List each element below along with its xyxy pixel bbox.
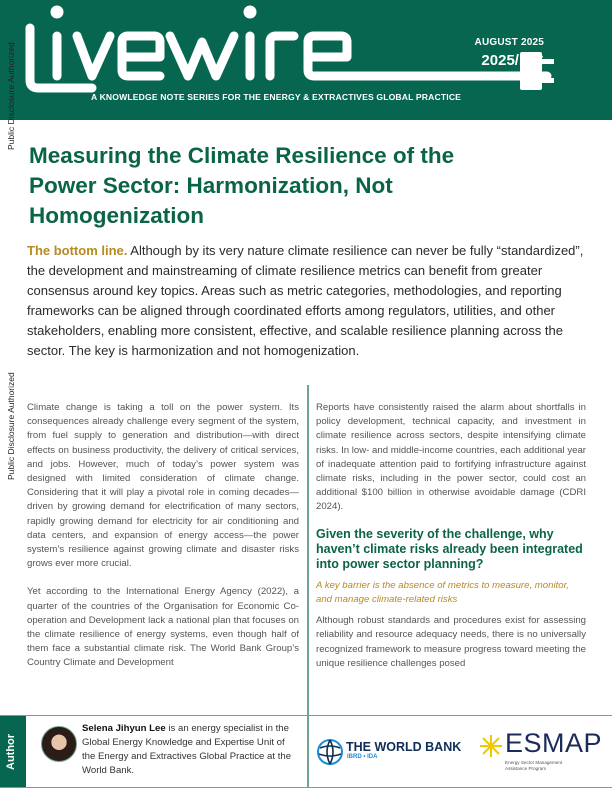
world-bank-logo-subtext: IBRD • IDA — [347, 754, 378, 760]
masthead — [0, 0, 612, 120]
body-paragraph: Yet according to the International Energy Agency (2022), a quarter of the countries of the Organisation for Economic Co-operation and Development lack a national plan that focuses on the climate resilience of energy systems, even though half of them face a substantial climate risk. The World Bank Group’s Country Climate and Development — [27, 586, 299, 669]
author-bio — [82, 722, 297, 778]
bottom-line-text: Although by its very nature climate resilience can never be fully “standardized”, the development and mainstreaming of climate resilience metrics can benefit from greater consensus around key topics. Areas such as metric categories, methodologies, and reporting frameworks can be aligned through coordinated efforts among regulators, utilities, and other stakeholders, enabling more consistent, effective, and scalable resilience planning across the sector. The key is harmonization and not homogenization. — [27, 243, 584, 358]
bottom-line-lead: The bottom line. — [27, 243, 128, 258]
disclosure-label-top: Public Disclosure Authorized — [6, 42, 16, 150]
livewire-logo — [22, 2, 582, 94]
body-paragraph: Climate change is taking a toll on the power system. Its consequences already challenge every segment of the system, from fuel supply to generation and distribution—with direct effects on business productivity, the delivery of critical services, and jobs. However, much of today’s power system was designed with limited consideration of climate change. Considering that it will play a pivotal role in coming decades—driven by growing demand for electrification of many sectors, rapidly growing demand for electricity for air conditioning and data centers, and expansion of energy access—the power system’s resilience against growing climate and disaster risks grows ever more crucial. — [27, 402, 299, 570]
author-name: Selena Jihyun Lee — [82, 723, 166, 734]
author-tab — [0, 716, 26, 787]
series-tagline: A KNOWLEDGE NOTE SERIES FOR THE ENERGY & EXTRACTIVES GLOBAL PRACTICE — [91, 92, 462, 102]
right-column — [316, 401, 586, 685]
issue-date: AUGUST 2025 — [474, 37, 544, 48]
world-bank-logo-text: THE WORLD BANK — [346, 740, 462, 754]
author-divider — [307, 716, 309, 787]
page-title: Measuring the Climate Resilience of the Power Sector: Harmonization, Not Homogenization — [29, 143, 455, 228]
author-description: is an energy specialist in the Global Energy Knowledge and Expertise Unit of the Energy and Extractives Global Practice at the World Bank. — [82, 723, 292, 776]
author-tab-label: Author — [5, 733, 17, 770]
disclosure-label-middle: Public Disclosure Authorized — [6, 372, 16, 480]
esmap-logo-text: ESMAP — [505, 728, 603, 758]
left-column — [27, 401, 299, 685]
issue-number: 2025/146 — [481, 52, 544, 69]
author-avatar — [41, 726, 77, 762]
esmap-sunburst-icon — [479, 734, 503, 758]
esmap-logo-subtext: Energy Sector Management Assistance Program — [505, 760, 563, 771]
author-box — [0, 715, 612, 788]
world-bank-globe-icon — [316, 738, 344, 766]
bottom-line-summary — [27, 241, 592, 360]
section-subheading: A key barrier is the absence of metrics to measure, monitor, and manage climate-related risks — [316, 579, 569, 606]
body-paragraph: Although robust standards and procedures exist for assessing reliability and resource adequacy needs, there is no universally recognized framework to measure progress toward meeting the unique resilience challenges posed — [316, 615, 586, 669]
column-divider — [307, 385, 309, 715]
section-heading: Given the severity of the challenge, why haven’t climate risks already been integrated into power sector planning? — [316, 526, 583, 572]
body-paragraph: Reports have consistently raised the alarm about shortfalls in policy development, technical capacity, and investment in climate resilience across sectors, despite intensifying climate risks. In low- and middle-income countries, each additional year of inadequate attention paid to fortifying infrastructure against climate risks, including in the power sector, could cost an additional $100 billion in otherwise avoidable damage (CDRI 2024). — [316, 402, 586, 513]
